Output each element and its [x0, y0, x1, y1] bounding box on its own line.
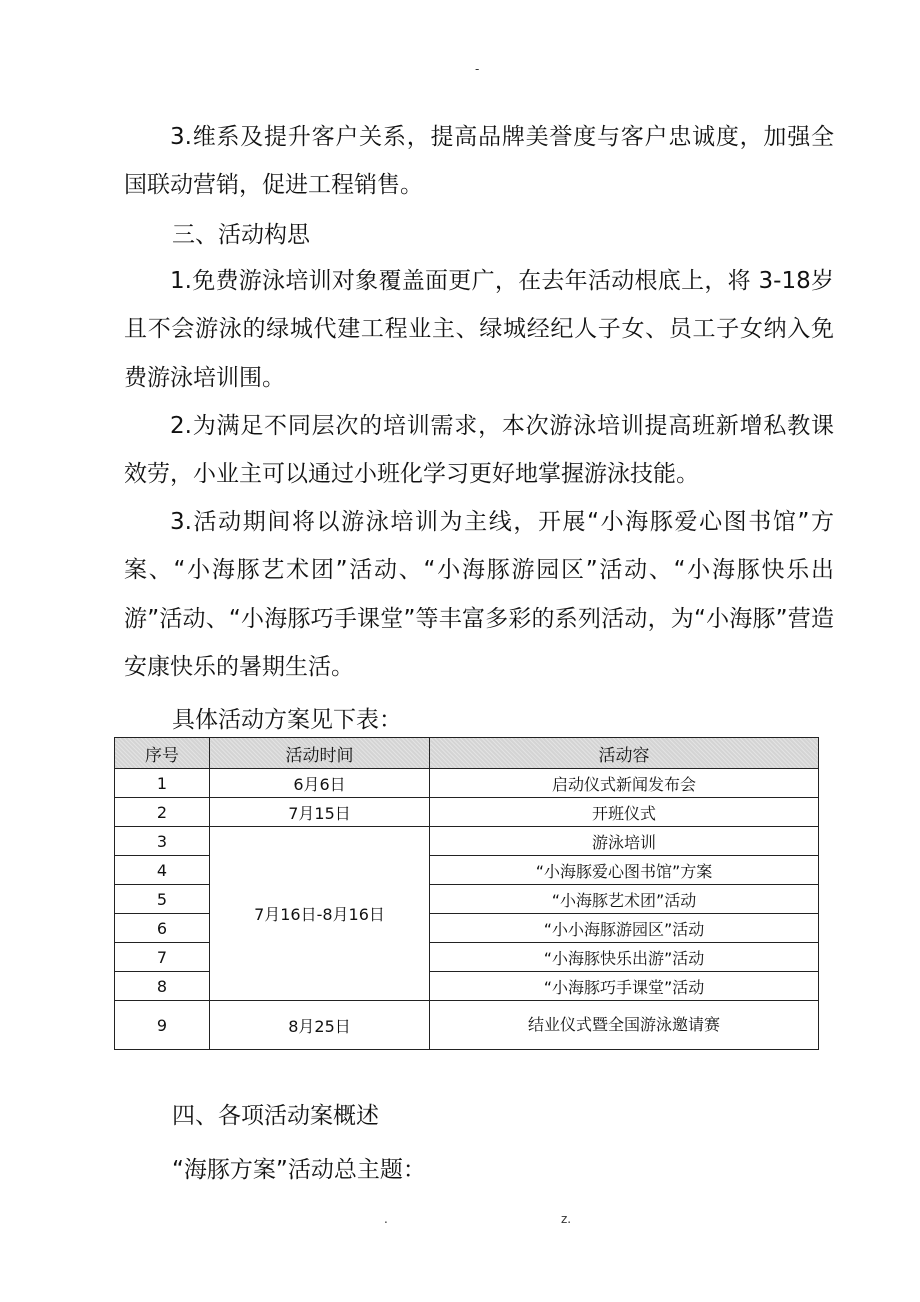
row-date-merged: 7月16日-8月16日 — [210, 827, 430, 1001]
section-heading-activity-concept: 三、活动构思 — [172, 222, 310, 248]
row-number: 9 — [115, 1001, 210, 1050]
row-content: 游泳培训 — [430, 827, 819, 856]
row-content: 结业仪式暨全国游泳邀请赛 — [430, 1001, 819, 1050]
header-content: 活动容 — [430, 738, 819, 769]
row-number: 1 — [115, 769, 210, 798]
header-mark: - — [475, 62, 480, 76]
row-number: 3 — [115, 827, 210, 856]
row-content: “小小海豚游园区”活动 — [430, 914, 819, 943]
paragraph-concept-3: 3.活动期间将以游泳培训为主线，开展“小海豚爱心图书馆”方案、“小海豚艺术团”活动、“小海豚游园区”活动、“小海豚快乐出游”活动、“小海豚巧手课堂”等丰富多彩的系列活动，为“小海豚”营造安康快乐的暑期生活。 — [124, 509, 834, 680]
table-row — [115, 827, 819, 856]
row-date: 8月25日 — [210, 1001, 430, 1050]
row-number: 4 — [115, 856, 210, 885]
table-header-row — [115, 738, 819, 769]
footer-left-mark: . — [384, 1212, 388, 1226]
row-number: 6 — [115, 914, 210, 943]
row-date: 7月15日 — [210, 798, 430, 827]
theme-line: “海豚方案”活动总主题： — [172, 1157, 426, 1183]
row-content: “小海豚爱心图书馆”方案 — [430, 856, 819, 885]
table-row — [115, 1001, 819, 1050]
table-intro: 具体活动方案见下表： — [172, 707, 402, 733]
activity-schedule-table — [114, 737, 819, 1050]
header-number: 序号 — [115, 738, 210, 769]
row-number: 7 — [115, 943, 210, 972]
footer-right-mark: z. — [561, 1212, 572, 1226]
row-number: 2 — [115, 798, 210, 827]
section-heading-activity-overview: 四、各项活动案概述 — [172, 1103, 379, 1129]
table-row — [115, 798, 819, 827]
paragraph-concept-2: 2.为满足不同层次的培训需求，本次游泳培训提高班新增私教课效劳，小业主可以通过小班化学习更好地掌握游泳技能。 — [124, 413, 834, 488]
row-content: 启动仪式新闻发布会 — [430, 769, 819, 798]
row-content: “小海豚快乐出游”活动 — [430, 943, 819, 972]
table-row — [115, 769, 819, 798]
row-date: 6月6日 — [210, 769, 430, 798]
row-content: “小海豚巧手课堂”活动 — [430, 972, 819, 1001]
row-number: 8 — [115, 972, 210, 1001]
row-content: “小海豚艺术团”活动 — [430, 885, 819, 914]
paragraph-concept-1: 1.免费游泳培训对象覆盖面更广，在去年活动根底上，将 3-18岁且不会游泳的绿城代建工程业主、绿城经纪人子女、员工子女纳入免费游泳培训围。 — [124, 268, 834, 391]
header-date: 活动时间 — [210, 738, 430, 769]
paragraph-objective-3: 3.维系及提升客户关系，提高品牌美誉度与客户忠诚度，加强全国联动营销，促进工程销售。 — [124, 124, 834, 199]
row-number: 5 — [115, 885, 210, 914]
row-content: 开班仪式 — [430, 798, 819, 827]
